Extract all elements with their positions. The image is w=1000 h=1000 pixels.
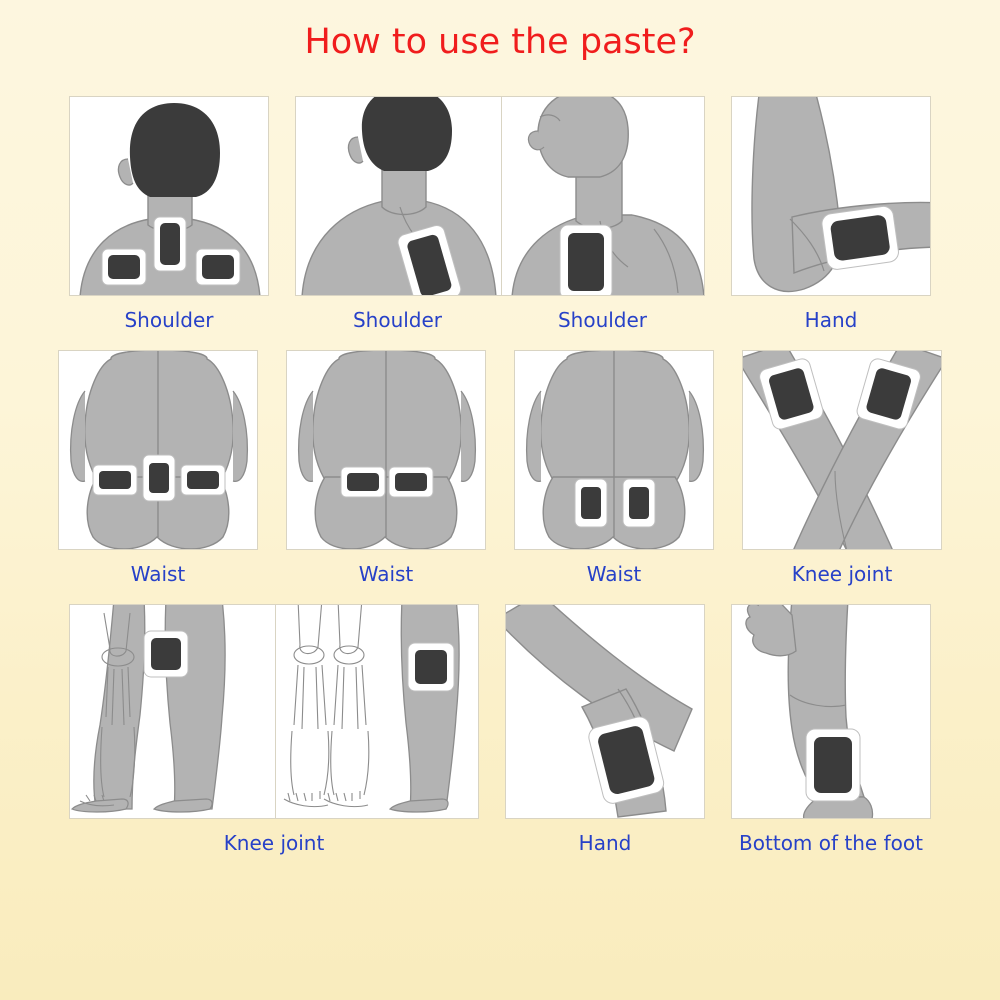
lower-back-two-low-patches-illustration	[515, 351, 714, 550]
patch	[341, 467, 385, 497]
cell-waist-2	[286, 350, 486, 586]
panel-legs-knee	[69, 604, 479, 819]
illustration-grid	[0, 96, 1000, 855]
patch	[623, 479, 655, 527]
patch	[821, 205, 900, 270]
patch	[560, 225, 612, 296]
patch	[575, 479, 607, 527]
grid-row	[0, 350, 1000, 586]
cell-hand-2	[505, 604, 705, 855]
panel-lower-back-1	[58, 350, 258, 550]
elbow-outer-patch-illustration	[506, 605, 705, 819]
panel-foot-sole	[731, 604, 931, 819]
patch	[144, 631, 188, 677]
panel-neck-back	[69, 96, 269, 296]
patch	[93, 465, 137, 495]
cell-shoulder-1	[69, 96, 269, 332]
cell-shoulder-2	[295, 96, 705, 332]
cell-foot	[731, 604, 931, 855]
caption: Waist	[130, 562, 186, 586]
caption: Shoulder	[352, 308, 443, 332]
caption: Hand	[578, 831, 632, 855]
cell-hand-1	[731, 96, 931, 332]
grid-row	[0, 96, 1000, 332]
patch	[855, 357, 922, 431]
foot-sole-patch-illustration	[732, 605, 931, 819]
panel-lower-back-3	[514, 350, 714, 550]
caption: Knee joint	[223, 831, 325, 855]
caption: Shoulder	[124, 308, 214, 332]
caption: Waist	[358, 562, 414, 586]
elbow-inner-patch-illustration	[732, 97, 931, 296]
lower-back-two-patches-illustration	[287, 351, 486, 550]
patch	[181, 465, 225, 495]
cell-knee-1	[742, 350, 942, 586]
patch	[102, 249, 146, 285]
patch	[143, 455, 175, 501]
cell-waist-3	[514, 350, 714, 586]
cell-knee-2	[69, 604, 479, 855]
panel-shoulder-pair	[295, 96, 705, 296]
patch	[196, 249, 240, 285]
panel-divider	[275, 605, 276, 818]
panel-divider	[501, 97, 502, 295]
panel-elbow-outer	[505, 604, 705, 819]
caption: Shoulder	[557, 308, 648, 332]
panel-crossed-legs	[742, 350, 942, 550]
caption: Waist	[586, 562, 642, 586]
cell-waist-1	[58, 350, 258, 586]
caption: Hand	[804, 308, 858, 332]
patch	[758, 357, 825, 431]
lower-back-three-patches-illustration	[59, 351, 258, 550]
page-title: How to use the paste?	[304, 22, 696, 62]
patch	[806, 729, 860, 801]
patch	[154, 217, 186, 271]
patch	[389, 467, 433, 497]
grid-row	[0, 604, 1000, 855]
caption: Bottom of the foot	[739, 831, 923, 855]
crossed-legs-two-patches-illustration	[743, 351, 942, 550]
caption: Knee joint	[791, 562, 893, 586]
panel-elbow-inner	[731, 96, 931, 296]
panel-lower-back-2	[286, 350, 486, 550]
patch	[408, 643, 454, 691]
neck-back-three-patches-illustration	[70, 97, 269, 296]
